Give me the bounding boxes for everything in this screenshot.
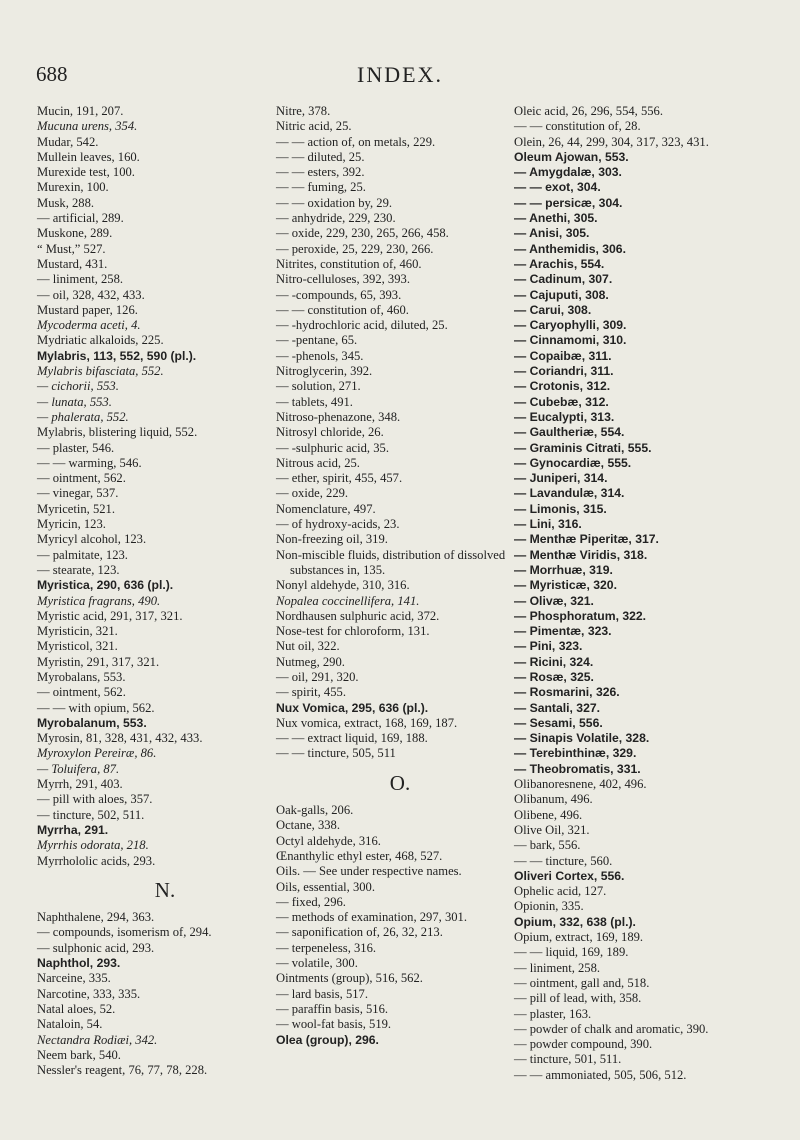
index-entry: Murexide test, 100. — [37, 165, 135, 180]
index-entry: — Pimentæ, 323. — [514, 624, 612, 639]
index-entry: — liniment, 258. — [514, 960, 601, 975]
index-entry: Myrobalanum, 553. — [37, 715, 147, 730]
index-entry: Nonyl aldehyde, 310, 316. — [276, 578, 410, 593]
index-entry: — Cinnamomi, 310. — [514, 333, 627, 348]
index-entry: Neem bark, 540. — [37, 1047, 121, 1062]
index-entry: — — fuming, 25. — [276, 180, 366, 195]
index-entry: Myrrh, 291, 403. — [37, 777, 123, 792]
index-entry: Oliveri Cortex, 556. — [514, 868, 625, 883]
index-entry: — Coriandri, 311. — [514, 364, 614, 379]
index-entry: Mullein leaves, 160. — [37, 149, 140, 164]
index-entry: — Terebinthinæ, 329. — [514, 746, 637, 761]
index-entry: Nomenclature, 497. — [276, 501, 376, 516]
index-entry: — Rosæ, 325. — [514, 669, 594, 684]
index-entry: Nitric acid, 25. — [276, 119, 352, 134]
index-entry: Nopalea coccinellifera, 141. — [276, 593, 420, 608]
index-entry: — Cajuputi, 308. — [514, 287, 609, 302]
index-entry: Non-freezing oil, 319. — [276, 532, 388, 547]
index-entry: Nitre, 378. — [276, 104, 331, 118]
index-entry: Nitrites, constitution of, 460. — [276, 256, 422, 271]
index-entry: — volatile, 300. — [276, 956, 358, 971]
index-entry: Oleum Ajowan, 553. — [514, 149, 629, 164]
index-entry: — phalerata, 552. — [37, 409, 129, 424]
index-entry: Nessler's reagent, 76, 77, 78, 228. — [37, 1063, 208, 1078]
index-entry: Myristic acid, 291, 317, 321. — [37, 608, 183, 623]
index-entry: — oxide, 229. — [276, 486, 349, 501]
index-entry: — anhydride, 229, 230. — [276, 211, 396, 226]
index-entry: Ophelic acid, 127. — [514, 884, 607, 899]
index-column-3 — [514, 104, 776, 1083]
index-entry: Natal aloes, 52. — [37, 1001, 116, 1016]
index-entry: Myrrhis odorata, 218. — [37, 838, 149, 853]
index-entry: — Juniperi, 314. — [514, 471, 608, 486]
index-entry: Narcotine, 333, 335. — [37, 986, 141, 1001]
index-entry: — — tincture, 505, 511 — [276, 746, 396, 761]
index-entry: Muskone, 289. — [37, 226, 113, 241]
index-entry: — Ricini, 324. — [514, 654, 594, 669]
index-entry: — Anthemidis, 306. — [514, 241, 626, 256]
index-entry: Mustard paper, 126. — [37, 302, 138, 317]
index-entry: Nutmeg, 290. — [276, 654, 345, 669]
index-entry: Olibanoresnene, 402, 496. — [514, 777, 647, 792]
index-entry: — plaster, 163. — [514, 1006, 592, 1021]
index-entry: Mylabris, blistering liquid, 552. — [37, 425, 198, 440]
index-entry: — of hydroxy-acids, 23. — [276, 517, 400, 532]
section-letter: O. — [389, 770, 411, 795]
index-entry: — paraffin basis, 516. — [276, 1001, 389, 1016]
index-entry: — Cubebæ, 312. — [514, 394, 609, 409]
index-entry: Mustard, 431. — [37, 256, 108, 271]
index-entry: — sulphonic acid, 293. — [37, 940, 155, 955]
index-entry: — Gynocardiæ, 555. — [514, 455, 632, 470]
index-entry: Nux vomica, extract, 168, 169, 187. — [276, 715, 458, 730]
index-entry: — plaster, 546. — [37, 440, 115, 455]
index-entry: Olein, 26, 44, 299, 304, 317, 323, 431. — [514, 134, 709, 149]
index-entry: Oils, essential, 300. — [276, 879, 375, 894]
index-entry: — Amygdalæ, 303. — [514, 165, 622, 180]
index-entry: — powder compound, 390. — [514, 1037, 653, 1052]
index-entry: Musk, 288. — [37, 195, 95, 210]
index-entry: — methods of examination, 297, 301. — [276, 910, 467, 925]
index-entry: — -compounds, 65, 393. — [276, 287, 402, 302]
index-entry: — — action of, on metals, 229. — [276, 134, 436, 149]
index-entry: Non-miscible fluids, distribution of dissolved substances in, 135. — [276, 547, 506, 577]
index-entry: Myroxylon Pereiræ, 86. — [37, 746, 157, 761]
page-number: 688 — [36, 62, 68, 86]
index-entry: — oxide, 229, 230, 265, 266, 458. — [276, 226, 449, 241]
index-entry: — saponification of, 26, 32, 213. — [276, 925, 443, 940]
index-entry: — Copaibæ, 311. — [514, 348, 612, 363]
index-entry: — — esters, 392. — [276, 165, 365, 180]
index-entry: Myristicin, 321. — [37, 624, 118, 639]
index-entry: Mylabris, 113, 552, 590 (pl.). — [37, 348, 197, 363]
page-title: INDEX. — [357, 62, 443, 87]
index-entry: Nux Vomica, 295, 636 (pl.). — [276, 700, 429, 715]
index-entry: — ointment, 562. — [37, 471, 126, 486]
index-entry: — — extract liquid, 169, 188. — [276, 731, 428, 746]
index-entry: — fixed, 296. — [276, 894, 346, 909]
index-entry: “ Must,” 527. — [37, 241, 106, 256]
index-entry: — oil, 328, 432, 433. — [37, 287, 145, 302]
index-entry: — Limonis, 315. — [514, 501, 607, 516]
index-entry: Olea (group), 296. — [276, 1032, 379, 1047]
index-entry: — oil, 291, 320. — [276, 669, 359, 684]
index-entry: — Theobromatis, 331. — [514, 761, 641, 776]
index-entry: — — exot, 304. — [514, 180, 601, 195]
index-entry: — -pentane, 65. — [276, 333, 358, 348]
index-entry: — Gaultheriæ, 554. — [514, 425, 625, 440]
index-entry: — ether, spirit, 455, 457. — [276, 471, 403, 486]
index-entry: Nataloin, 54. — [37, 1017, 103, 1032]
index-entry: — Pini, 323. — [514, 639, 583, 654]
index-entry: — -sulphuric acid, 35. — [276, 440, 389, 455]
index-entry: — ointment, gall and, 518. — [514, 975, 650, 990]
index-entry: Nose-test for chloroform, 131. — [276, 624, 430, 639]
section-letter: N. — [154, 877, 176, 902]
index-entry: — solution, 271. — [276, 379, 361, 394]
index-entry: — — persicæ, 304. — [514, 195, 623, 210]
index-entry: — Menthæ Viridis, 318. — [514, 547, 648, 562]
index-entry: Opium, 332, 638 (pl.). — [514, 914, 636, 929]
index-entry: — Myristicæ, 320. — [514, 578, 617, 593]
index-entry: Opionin, 335. — [514, 899, 584, 914]
index-entry: — liniment, 258. — [37, 272, 124, 287]
index-entry: — Sinapis Volatile, 328. — [514, 731, 650, 746]
index-entry: — artificial, 289. — [37, 211, 124, 226]
index-entry: — compounds, isomerism of, 294. — [37, 925, 212, 940]
index-entry: — — liquid, 169, 189. — [514, 945, 629, 960]
index-entry: — — tincture, 560. — [514, 853, 613, 868]
index-entry: — tablets, 491. — [276, 394, 353, 409]
index-entry: Mydriatic alkaloids, 225. — [37, 333, 164, 348]
index-entry: — Morrhuæ, 319. — [514, 562, 613, 577]
index-entry: Naphthalene, 294, 363. — [37, 910, 155, 925]
index-entry: Mylabris bifasciata, 552. — [37, 364, 164, 379]
index-entry: — Lavandulæ, 314. — [514, 486, 625, 501]
index-entry: — tincture, 502, 511. — [37, 807, 145, 822]
index-entry: — powder of chalk and aromatic, 390. — [514, 1021, 709, 1036]
index-entry: Nordhausen sulphuric acid, 372. — [276, 608, 440, 623]
index-entry: — — oxidation by, 29. — [276, 195, 393, 210]
index-entry: — tincture, 501, 511. — [514, 1052, 622, 1067]
index-entry: Oleic acid, 26, 296, 554, 556. — [514, 104, 663, 118]
index-entry: — -phenols, 345. — [276, 348, 364, 363]
index-entry: — Sesami, 556. — [514, 715, 603, 730]
index-entry: Oils. — See under respective names. — [276, 864, 462, 879]
index-entry: Myristicol, 321. — [37, 639, 118, 654]
index-entry: — Phosphoratum, 322. — [514, 608, 647, 623]
index-entry: — wool-fat basis, 519. — [276, 1017, 392, 1032]
index-column-1 — [37, 104, 293, 1078]
index-entry: — Anethi, 305. — [514, 211, 598, 226]
index-entry: Mycoderma aceti, 4. — [37, 318, 141, 333]
index-entry: — ointment, 562. — [37, 685, 126, 700]
index-entry: — Graminis Citrati, 555. — [514, 440, 652, 455]
index-entry: Myristica fragrans, 490. — [37, 593, 161, 608]
index-entry: — pill with aloes, 357. — [37, 792, 153, 807]
index-entry: Olive Oil, 321. — [514, 822, 590, 837]
index-entry: — — ammoniated, 505, 506, 512. — [514, 1067, 687, 1082]
index-entry: Œnanthylic ethyl ester, 468, 527. — [276, 848, 443, 863]
index-entry: Myrrhololic acids, 293. — [37, 853, 156, 868]
page-header — [0, 62, 800, 92]
index-entry: Nectandra Rodiæi, 342. — [37, 1032, 158, 1047]
index-entry: Nut oil, 322. — [276, 639, 340, 654]
index-entry: — Cadinum, 307. — [514, 272, 613, 287]
index-entry: Nitrous acid, 25. — [276, 455, 360, 470]
index-entry: — Eucalypti, 313. — [514, 409, 615, 424]
index-entry: — — constitution of, 460. — [276, 302, 409, 317]
index-entry: Nitroglycerin, 392. — [276, 364, 373, 379]
index-entry: Oak-galls, 206. — [276, 803, 354, 818]
index-entry: Opium, extract, 169, 189. — [514, 930, 644, 945]
index-entry: — Santali, 327. — [514, 700, 601, 715]
index-entry: — Anisi, 305. — [514, 226, 590, 241]
index-entry: — stearate, 123. — [37, 562, 120, 577]
index-entry: Octane, 338. — [276, 818, 340, 833]
index-entry: Octyl aldehyde, 316. — [276, 833, 381, 848]
index-entry: — Menthæ Piperitæ, 317. — [514, 532, 659, 547]
index-entry: — Toluifera, 87. — [37, 761, 120, 776]
index-entry: Naphthol, 293. — [37, 956, 121, 971]
index-entry: Mucin, 191, 207. — [37, 104, 124, 118]
index-entry: Nitro-celluloses, 392, 393. — [276, 272, 410, 287]
index-entry: Mucuna urens, 354. — [37, 119, 138, 134]
index-entry: Myristin, 291, 317, 321. — [37, 654, 160, 669]
index-entry: — lard basis, 517. — [276, 986, 368, 1001]
index-entry: Myrosin, 81, 328, 431, 432, 433. — [37, 731, 203, 746]
index-entry: — terpeneless, 316. — [276, 940, 377, 955]
index-entry: Mudar, 542. — [37, 134, 99, 149]
index-entry: — Rosmarini, 326. — [514, 685, 620, 700]
index-entry: Myricin, 123. — [37, 517, 106, 532]
index-entry: — palmitate, 123. — [37, 547, 128, 562]
index-entry: — Arachis, 554. — [514, 256, 605, 271]
index-entry: Narceine, 335. — [37, 971, 111, 986]
index-column-2 — [276, 104, 524, 1048]
index-entry: — Olivæ, 321. — [514, 593, 594, 608]
index-entry: — vinegar, 537. — [37, 486, 119, 501]
index-entry: Myrrha, 291. — [37, 822, 109, 837]
index-entry: — Caryophylli, 309. — [514, 318, 627, 333]
index-entry: — cichorii, 553. — [37, 379, 119, 394]
index-entry: Nitrosyl chloride, 26. — [276, 425, 384, 440]
index-entry: — pill of lead, with, 358. — [514, 991, 642, 1006]
index-entry: — Lini, 316. — [514, 517, 582, 532]
index-entry: Olibene, 496. — [514, 807, 583, 822]
index-entry: — lunata, 553. — [37, 394, 112, 409]
index-entry: — Crotonis, 312. — [514, 379, 611, 394]
index-entry: — — with opium, 562. — [37, 700, 155, 715]
index-entry: Myricyl alcohol, 123. — [37, 532, 147, 547]
index-entry: — -hydrochloric acid, diluted, 25. — [276, 318, 448, 333]
index-entry: Ointments (group), 516, 562. — [276, 971, 423, 986]
index-entry: Myristica, 290, 636 (pl.). — [37, 578, 174, 593]
index-entry: — — warming, 546. — [37, 455, 142, 470]
index-entry: Nitroso-phenazone, 348. — [276, 409, 401, 424]
index-entry: Murexin, 100. — [37, 180, 109, 195]
index-entry: — spirit, 455. — [276, 685, 346, 700]
index-entry: — peroxide, 25, 229, 230, 266. — [276, 241, 434, 256]
index-entry: — Carui, 308. — [514, 302, 592, 317]
index-entry: — — constitution of, 28. — [514, 119, 641, 134]
index-entry: Olibanum, 496. — [514, 792, 593, 807]
index-entry: Myrobalans, 553. — [37, 669, 126, 684]
index-entry: Myricetin, 521. — [37, 501, 115, 516]
index-entry: — — diluted, 25. — [276, 149, 365, 164]
index-entry: — bark, 556. — [514, 838, 581, 853]
